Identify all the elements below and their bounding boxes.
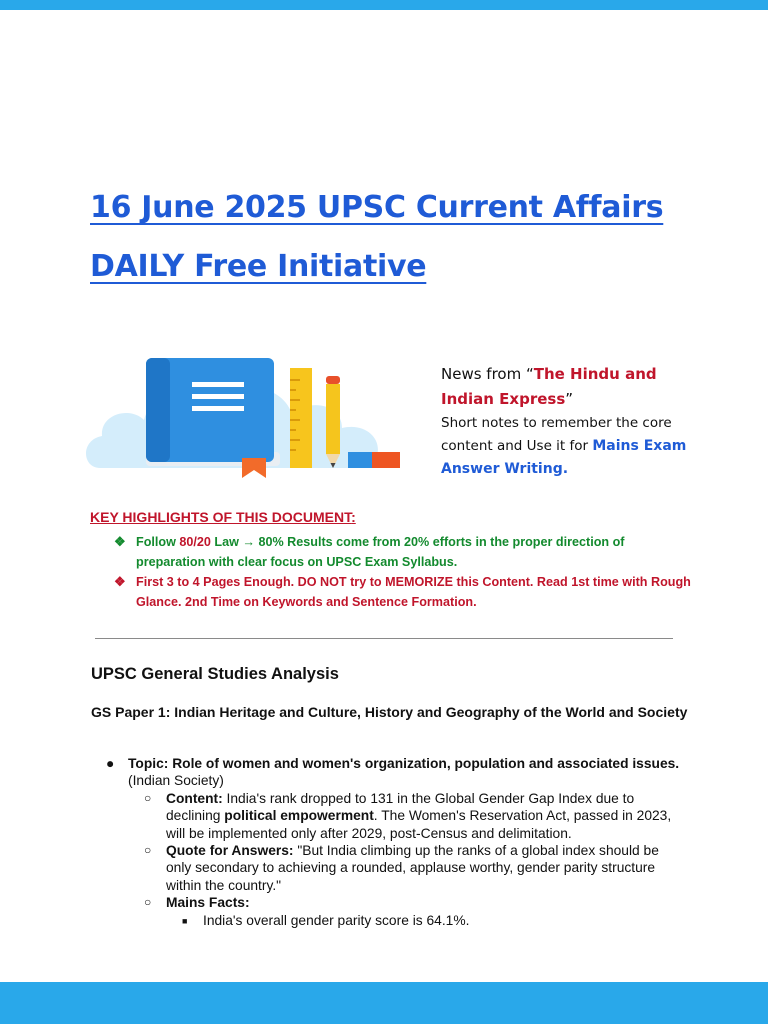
news-suffix: ” — [565, 390, 574, 408]
news-prefix: News from “ — [441, 365, 534, 383]
topic-label: Topic: Role of women and women's organization, population and associated issues. — [128, 756, 680, 771]
content-text-1: India's rank dropped to 131 in the Global Gender Gap Index due to declining — [166, 790, 635, 824]
bullet-circle-icon: ○ — [144, 843, 152, 858]
key-highlights-colon: : — [351, 509, 356, 525]
highlight-item — [112, 532, 692, 572]
key-highlights-list — [112, 532, 692, 612]
news-desc-highlight: Mains Exam Answer Writing. — [441, 438, 687, 477]
news-description — [441, 412, 691, 481]
mains-facts-label: Mains Facts: — [166, 895, 250, 911]
bullet-circle-icon: ○ — [144, 895, 152, 910]
key-highlights-heading-text: KEY HIGHLIGHTS OF THIS DOCUMENT — [90, 509, 352, 525]
quote-text: "But India climbing up the ranks of a global index should be only secondary to achieving a rounded, applause worthy, gender parity structure within the country." — [166, 843, 659, 893]
highlight-2-text: First 3 to 4 Pages Enough. DO NOT try to MEMORIZE this Content. Read 1st time with Rough Glance. 2nd Time on Keywords and Sentence Formation. — [136, 575, 691, 609]
content-bold-text: political empowerment — [224, 808, 374, 824]
key-highlights-heading — [90, 509, 356, 525]
pencil-icon — [326, 376, 340, 468]
highlight-1-part-1: Follow — [136, 535, 180, 549]
news-source-block — [441, 362, 691, 481]
highlight-item — [112, 572, 692, 612]
quote-item — [106, 842, 686, 894]
gs-paper-heading: GS Paper 1: Indian Heritage and Culture, History and Geography of the World and Society — [91, 704, 688, 720]
section-divider — [95, 638, 673, 639]
bullet-circle-icon: ○ — [144, 790, 152, 805]
bottom-bar — [0, 982, 768, 1024]
topic-item — [106, 755, 686, 790]
topic-list — [106, 755, 686, 929]
book-illustration — [80, 340, 430, 480]
highlight-1-part-3: Law → 80% Results come from 20% efforts in the proper direction of preparation with clear focus on UPSC Exam Syllabus. — [136, 535, 625, 569]
content-text-2: . The Women's Reservation Act, passed in 2023, will be implemented only after 2029, post-Census and delimitation. — [166, 808, 672, 841]
news-source-line — [441, 362, 691, 412]
diamond-bullet-icon: ❖ — [114, 534, 126, 549]
topic-tag: (Indian Society) — [128, 773, 224, 789]
news-source-name: The Hindu and Indian Express — [441, 365, 657, 408]
content-item — [106, 790, 686, 842]
top-bar — [0, 0, 768, 10]
highlight-1-ratio: 80/20 — [179, 535, 211, 549]
bullet-disc-icon: ● — [106, 756, 115, 771]
page-title-line-2: DAILY Free Initiative — [90, 249, 427, 284]
quote-label: Quote for Answers: — [166, 843, 294, 859]
bookmark-icon — [242, 458, 266, 478]
mains-facts-item — [106, 894, 686, 911]
diamond-bullet-icon: ❖ — [114, 574, 126, 589]
ruler-icon — [290, 368, 312, 468]
fact-item — [106, 912, 686, 929]
eraser-icon — [348, 452, 400, 468]
page-title-line-1: 16 June 2025 UPSC Current Affairs — [90, 190, 664, 225]
news-desc-text: Short notes to remember the core content and Use it for — [441, 415, 672, 454]
bullet-square-icon: ■ — [182, 915, 188, 926]
analysis-heading: UPSC General Studies Analysis — [91, 665, 339, 683]
content-label: Content: — [166, 790, 223, 806]
fact-1-text: India's overall gender parity score is 64.1%. — [203, 912, 470, 928]
